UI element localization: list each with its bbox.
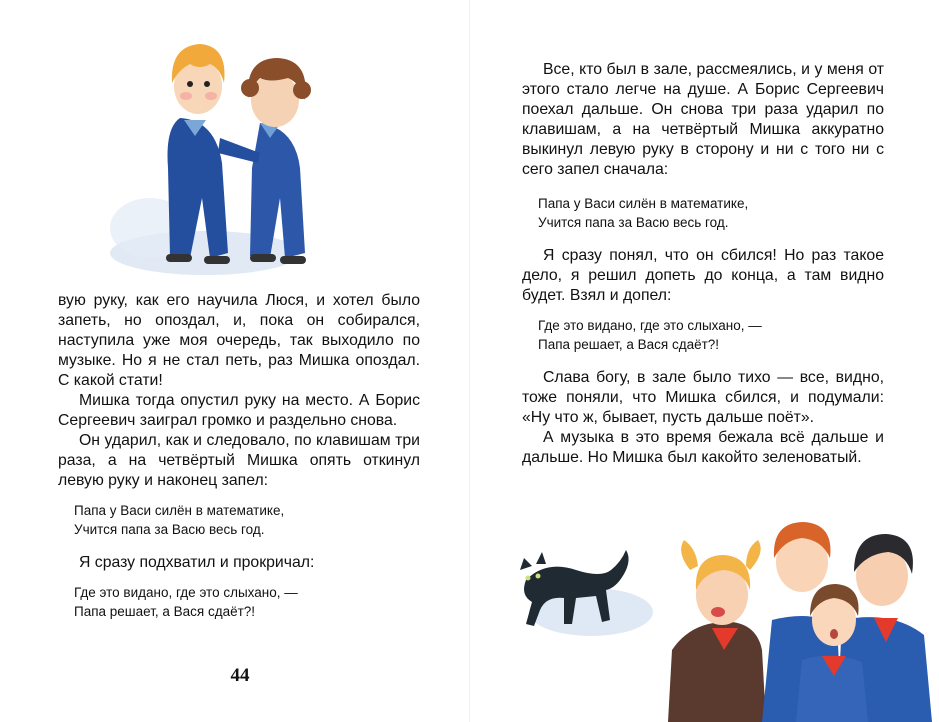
right-verse-1-line-2: Учится папа за Васю весь год. bbox=[538, 215, 729, 230]
left-verse-2-line-2: Папа решает, а Вася сдаёт?! bbox=[74, 604, 256, 619]
left-paragraph-2: Мишка тогда опустил руку на место. А Борис Сергеевич заиграл громко и раздельно снова. bbox=[58, 392, 420, 429]
left-verse-1-line-2: Учится папа за Васю весь год. bbox=[74, 522, 265, 537]
two-boys-illustration bbox=[110, 28, 340, 276]
left-paragraph-3: Он ударил, как и следовало, по клавишам три раза, а на четвёртый Мишка опять откинул левую руку и наконец запел: bbox=[58, 432, 420, 489]
left-text-column bbox=[58, 291, 420, 621]
left-paragraph-1: вую руку, как его научила Люся, и хотел было запеть, но опоздал, и, пока он собирался, наступила уже моя очередь, так выходило по музыке. Но я не стал петь, раз Мишка опоздал. С какой стати! bbox=[58, 292, 420, 389]
children-group-illustration bbox=[662, 500, 939, 722]
right-verse-2-line-2: Папа решает, а Вася сдаёт?! bbox=[538, 337, 720, 352]
page-number: 44 bbox=[230, 665, 250, 686]
right-paragraph-4: А музыка в это время бежала всё дальше и дальше. Но Мишка был какойто зеленоватый. bbox=[522, 429, 884, 466]
left-paragraph-4: Я сразу подхватил и прокричал: bbox=[79, 554, 315, 571]
black-cat-illustration bbox=[506, 540, 654, 640]
right-paragraph-2: Я сразу понял, что он сбился! Но раз такое дело, я решил допеть до конца, а там видно будет. Взял и допел: bbox=[522, 247, 884, 304]
right-page bbox=[470, 0, 939, 722]
left-verse-2-line-1: Где это видано, где это слыхано, — bbox=[74, 585, 298, 600]
right-paragraph-1: Все, кто был в зале, рассмеялись, и у меня от этого стало легче на душе. А Борис Сергеевич поехал дальше. Он снова три раза ударил по клавишам, а на четвёртый Мишка аккуратно выкинул левую руку в сторону и ни с того ни с сего запел сначала: bbox=[522, 61, 884, 178]
right-verse-2-line-1: Где это видано, где это слыхано, — bbox=[538, 318, 762, 333]
left-verse-1-line-1: Папа у Васи силён в математике, bbox=[74, 503, 285, 518]
right-paragraph-3: Слава богу, в зале было тихо — все, видно, тоже поняли, что Мишка сбился, и подумали: «Ну что ж, бывает, пусть дальше поёт». bbox=[522, 369, 884, 426]
right-text-column bbox=[522, 60, 884, 468]
right-verse-1-line-1: Папа у Васи силён в математике, bbox=[538, 196, 749, 211]
